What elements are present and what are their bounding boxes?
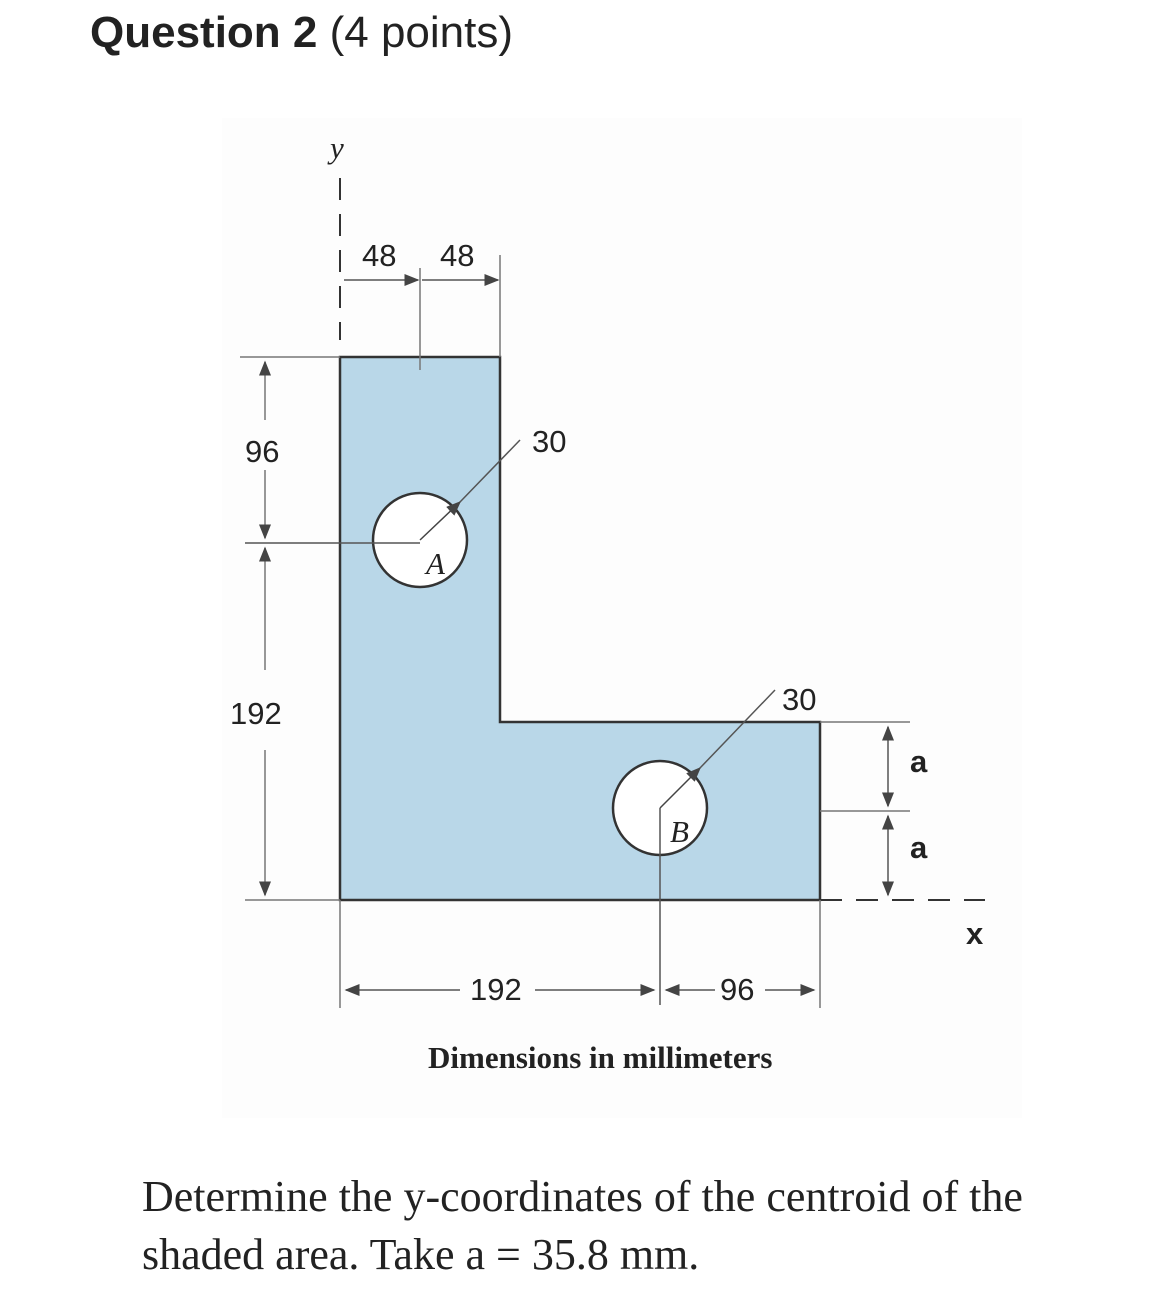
question-number: Question 2 [90,8,318,57]
bottom-dim-right-value: 96 [720,972,755,1007]
hole-b-label: B [670,814,689,849]
figure-caption: Dimensions in millimeters [428,1040,773,1075]
question-points: (4 points) [329,8,514,57]
right-dim-lower-value: a [910,830,928,865]
hole-b-radius-value: 30 [782,682,817,717]
y-axis-label: y [330,130,344,165]
question-prompt: Determine the y-coordinates of the centroid of the shaded area. Take a = 35.8 mm. [142,1172,1023,1279]
hole-a-label: A [426,546,445,581]
top-dim-right-value: 48 [440,238,475,273]
bottom-dim-left-value: 192 [470,972,522,1007]
x-axis-label: x [966,916,984,951]
top-dim-left-value: 48 [362,238,397,273]
left-dim-upper-value: 96 [245,434,280,469]
left-dim-lower-value: 192 [230,696,282,731]
hole-a-radius-value: 30 [532,424,567,459]
right-dim-upper-value: a [910,744,928,779]
